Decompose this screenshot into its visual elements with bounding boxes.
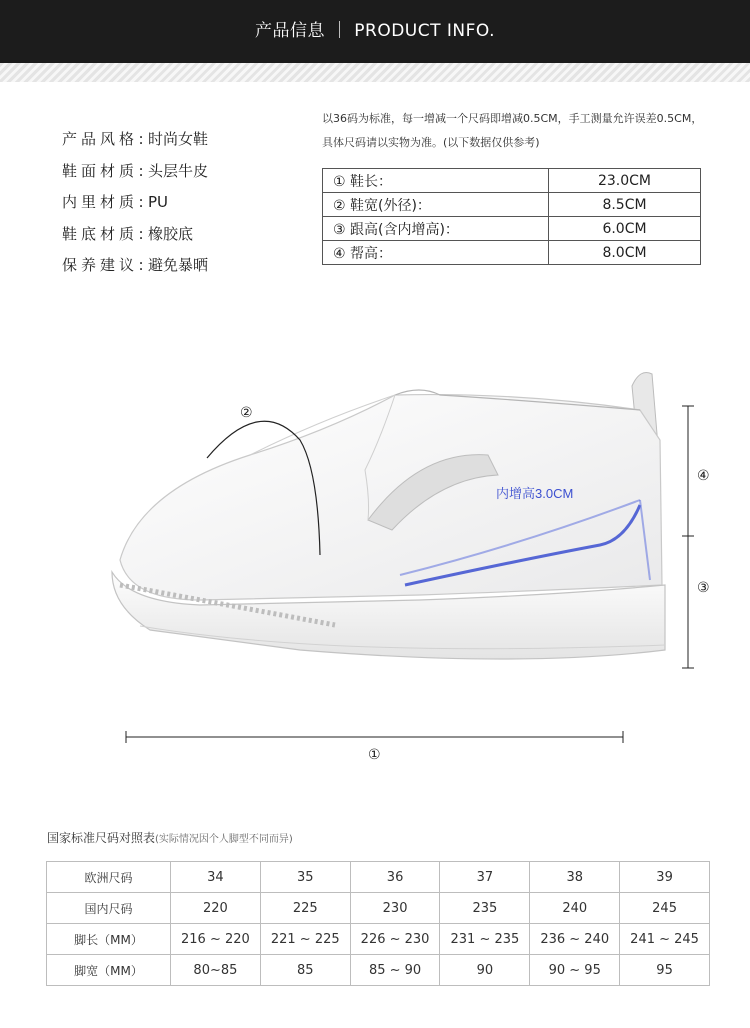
size-cell: 236 ~ 240 (530, 924, 620, 955)
size-row-foot-length (47, 924, 710, 955)
size-row-cn (47, 893, 710, 924)
size-cell: 38 (530, 862, 620, 893)
size-cell: 245 (620, 893, 710, 924)
spec-label: ④ 帮高： (323, 241, 549, 265)
attribute-value: 头层牛皮 (148, 161, 209, 180)
attribute-label: 鞋面材质 (62, 161, 134, 180)
spec-row-length (323, 169, 701, 193)
size-cell: 216 ~ 220 (171, 924, 261, 955)
size-cell: 226 ~ 230 (350, 924, 440, 955)
size-cell: 225 (260, 893, 350, 924)
size-cell: 80~85 (171, 955, 261, 986)
spec-row-heel (323, 217, 701, 241)
note-line-2: 具体尺码请以实物为准。(以下数据仅供参考) (322, 136, 540, 149)
attribute-lining: 内里材质 : PU (62, 193, 169, 211)
size-cell: 85 ~ 90 (350, 955, 440, 986)
size-caption-title: 国家标准尺码对照表 (47, 831, 156, 845)
spec-label: ③ 跟高(含内增高)： (323, 217, 549, 241)
shoe-illustration (0, 340, 750, 770)
size-cell: 95 (620, 955, 710, 986)
row-header: 欧洲尺码 (47, 862, 171, 893)
attribute-upper: 鞋面材质 : 头层牛皮 (62, 161, 209, 180)
row-header: 国内尺码 (47, 893, 171, 924)
attribute-care: 保养建议 : 避免暴晒 (62, 256, 209, 274)
attribute-label: 内里材质 (62, 193, 134, 211)
spec-row-upper-height (323, 241, 701, 265)
size-caption-note: (实际情况因个人脚型不同而异) (155, 834, 293, 845)
marker-2: ② (240, 405, 253, 421)
measurement-note (322, 107, 742, 155)
inner-height-label: 内增高3.0CM (496, 486, 574, 501)
size-table-caption (47, 829, 293, 846)
size-cell: 37 (440, 862, 530, 893)
size-cell: 231 ~ 235 (440, 924, 530, 955)
size-cell: 221 ~ 225 (260, 924, 350, 955)
attribute-value: 避免暴晒 (148, 256, 209, 274)
attribute-label: 鞋底材质 (62, 224, 134, 243)
size-cell: 220 (171, 893, 261, 924)
size-cell: 240 (530, 893, 620, 924)
note-line-1: 以36码为标准，每一增减一个尺码即增减0.5CM，手工测量允许误差0.5CM， (322, 112, 703, 125)
size-cell: 230 (350, 893, 440, 924)
size-cell: 34 (171, 862, 261, 893)
spec-table (322, 168, 701, 265)
size-cell: 39 (620, 862, 710, 893)
size-cell: 235 (440, 893, 530, 924)
header-stripe (0, 63, 750, 82)
size-table (46, 861, 710, 986)
marker-3: ③ (697, 580, 710, 596)
size-cell: 90 ~ 95 (530, 955, 620, 986)
marker-1: ① (368, 747, 381, 763)
attribute-value: PU (148, 193, 169, 211)
size-cell: 85 (260, 955, 350, 986)
spec-label: ② 鞋宽(外径)： (323, 193, 549, 217)
row-header: 脚长（MM） (47, 924, 171, 955)
attribute-sole: 鞋底材质 : 橡胶底 (62, 224, 194, 243)
attribute-value: 时尚女鞋 (148, 130, 209, 148)
spec-label: ① 鞋长： (323, 169, 549, 193)
size-cell: 90 (440, 955, 530, 986)
spec-value: 23.0CM (549, 169, 701, 193)
marker-4: ④ (697, 468, 710, 484)
size-cell: 36 (350, 862, 440, 893)
row-header: 脚宽（MM） (47, 955, 171, 986)
attribute-style: 产品风格 : 时尚女鞋 (62, 130, 209, 148)
size-row-foot-width (47, 955, 710, 986)
size-row-eu (47, 862, 710, 893)
product-attributes (62, 128, 208, 286)
header-title: 产品信息 ｜ PRODUCT INFO. (254, 21, 496, 41)
attribute-value: 橡胶底 (148, 224, 194, 243)
spec-value: 8.5CM (549, 193, 701, 217)
spec-row-width (323, 193, 701, 217)
spec-value: 8.0CM (549, 241, 701, 265)
spec-value: 6.0CM (549, 217, 701, 241)
attribute-label: 产品风格 (62, 130, 134, 148)
attribute-label: 保养建议 (62, 256, 134, 274)
size-cell: 35 (260, 862, 350, 893)
header-banner (0, 0, 750, 82)
size-cell: 241 ~ 245 (620, 924, 710, 955)
